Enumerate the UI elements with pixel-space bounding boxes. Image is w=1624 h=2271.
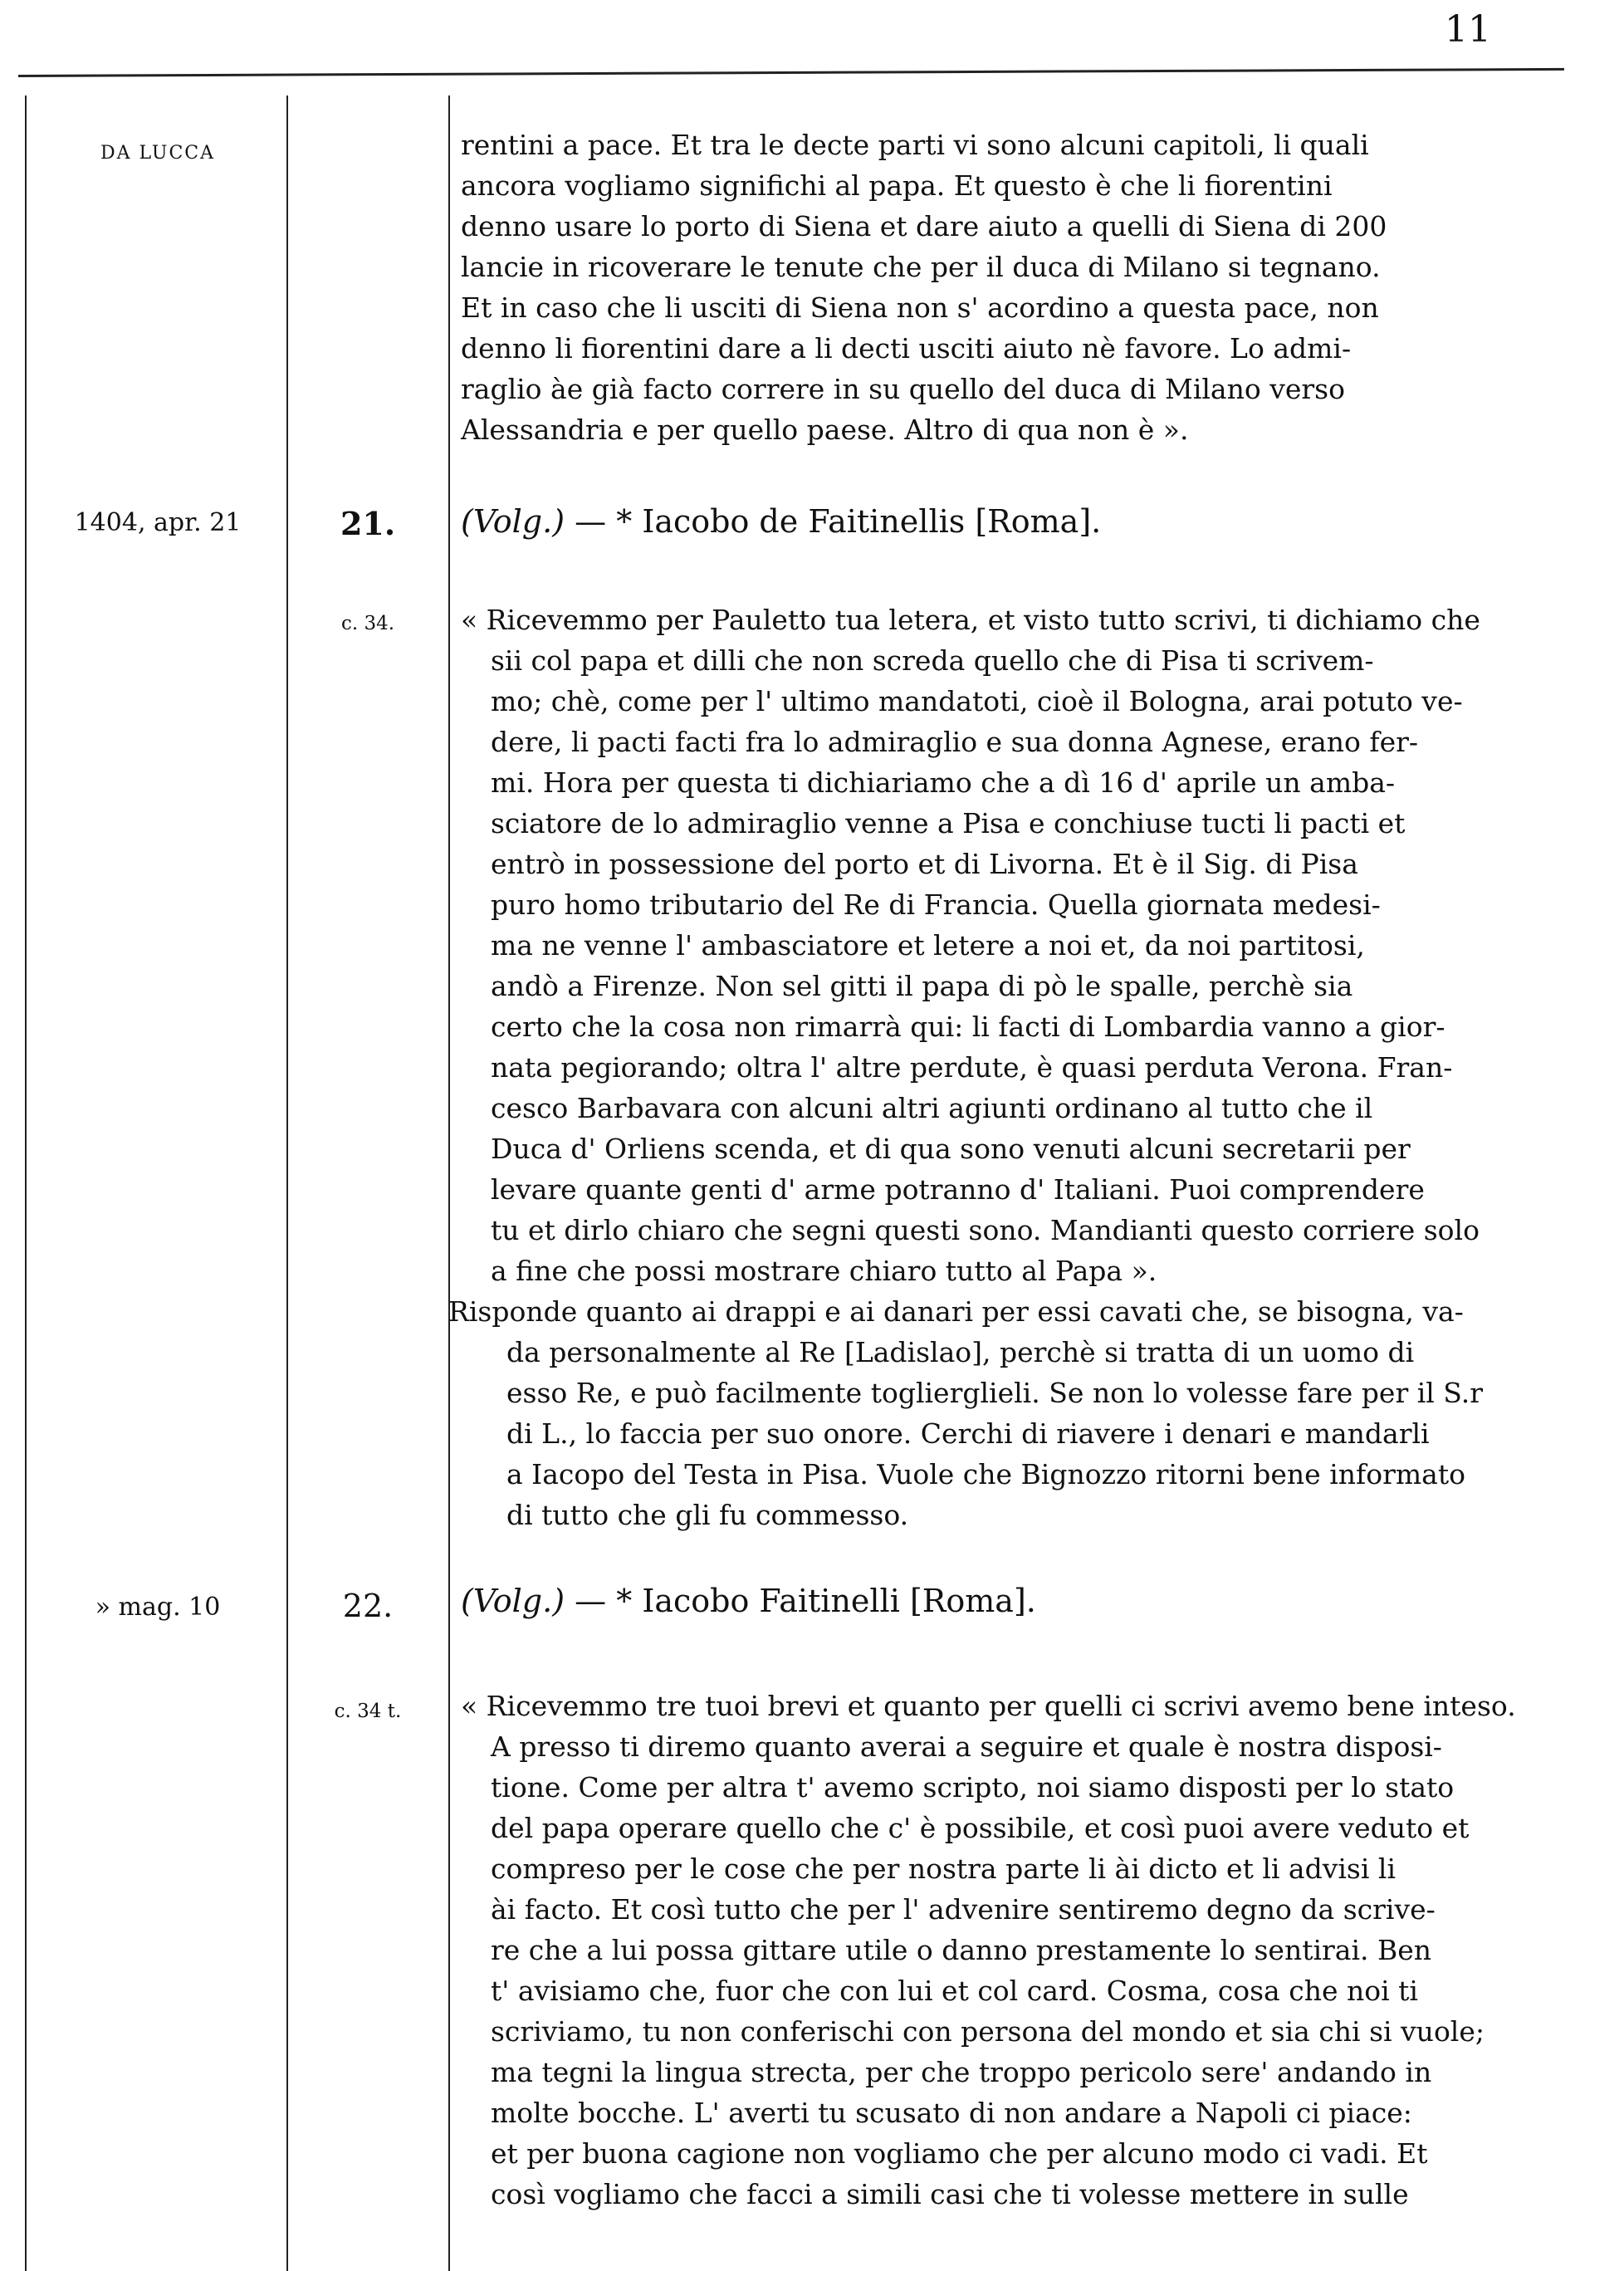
column-divider-middle — [286, 95, 288, 2271]
page-number: 11 — [1445, 8, 1491, 51]
text-line: tu et dirlo chiaro che segni questi sono. Mandianti questo corriere solo — [491, 1214, 1480, 1246]
text-line: a fine che possi mostrare chiaro tutto al Papa ». — [491, 1255, 1157, 1287]
text-line: sciatore de lo admiraglio venne a Pisa e conchiuse tucti li pacti et — [491, 807, 1406, 839]
entry-number: 21. — [340, 505, 396, 542]
summary-paragraph — [448, 1291, 1544, 1535]
text-line: ma tegni la lingua strecta, per che troppo pericolo sere' andando in — [491, 2056, 1432, 2088]
text-line: mi. Hora per questa ti dichiariamo che a dì 16 d' aprile un amba- — [491, 766, 1396, 799]
text-line: a Iacopo del Testa in Pisa. Vuole che Bignozzo ritorni bene informato — [506, 1458, 1465, 1490]
text-line: cesco Barbavara con alcuni altri agiunti ordinano al tutto che il — [491, 1092, 1373, 1124]
text-line: di L., lo faccia per suo onore. Cerchi di riavere i denari e mandarli — [506, 1417, 1430, 1450]
text-line: nata pegiorando; oltra l' altre perdute, è quasi perduta Verona. Fran- — [491, 1051, 1453, 1084]
column-divider-right — [448, 95, 450, 2271]
text-line: entrò in possessione del porto et di Livorna. Et è il Sig. di Pisa — [491, 848, 1358, 880]
text-line: Et in caso che li usciti di Siena non s' acordino a questa pace, non — [461, 291, 1379, 324]
header-rule — [18, 68, 1564, 77]
entry-date: 1404, apr. 21 — [74, 508, 242, 537]
text-line: denno usare lo porto di Siena et dare aiuto a quelli di Siena di 200 — [461, 210, 1387, 242]
text-line: re che a lui possa gittare utile o danno prestamente lo sentirai. Ben — [491, 1934, 1432, 1966]
text-line: t' avisiamo che, fuor che con lui et col card. Cosma, cosa che noi ti — [491, 1975, 1418, 2007]
text-line: compreso per le cose che per nostra parte li ài dicto et li advisi li — [491, 1853, 1396, 1885]
entry-date: » mag. 10 — [95, 1593, 221, 1622]
text-line: andò a Firenze. Non sel gitti il papa di pò le spalle, perchè sia — [491, 970, 1353, 1002]
heading-prefix: (Volg.) — [461, 1583, 565, 1619]
entry-heading — [461, 503, 1101, 540]
text-line: « Ricevemmo tre tuoi brevi et quanto per quelli ci scrivi avemo bene inteso. — [461, 1690, 1516, 1722]
text-line: certo che la cosa non rimarrà qui: li facti di Lombardia vanno a gior- — [491, 1011, 1445, 1043]
text-line: Alessandria e per quello paese. Altro di qua non è ». — [461, 414, 1189, 446]
text-line: rentini a pace. Et tra le decte parti vi sono alcuni capitoli, li quali — [461, 129, 1369, 161]
text-line: Risponde quanto ai drappi e ai danari per essi cavati che, se bisogna, va- — [448, 1295, 1464, 1328]
continuation-paragraph — [461, 125, 1557, 450]
text-line: Duca d' Orliens scenda, et di qua sono venuti alcuni secretarii per — [491, 1133, 1411, 1165]
text-line: lancie in ricoverare le tenute che per il duca di Milano si tegnano. — [461, 251, 1381, 283]
entry-heading — [461, 1583, 1036, 1619]
text-line: raglio àe già facto correre in su quello del duca di Milano verso — [461, 373, 1345, 405]
column-divider-left — [25, 95, 27, 2271]
heading-dash: — — [575, 503, 607, 540]
text-line: esso Re, e può facilmente toglierglieli. Se non lo volesse fare per il S.r — [506, 1377, 1483, 1409]
text-line: di tutto che gli fu commesso. — [506, 1499, 909, 1531]
heading-dash: — — [575, 1583, 607, 1619]
entry-number: 22. — [342, 1588, 394, 1624]
letter-paragraph — [461, 1686, 1557, 2215]
text-line: denno li fiorentini dare a li decti usciti aiuto nè favore. Lo admi- — [461, 332, 1352, 365]
text-line: così vogliamo che facci a simili casi che ti volesse mettere in sulle — [491, 2178, 1409, 2210]
text-line: molte bocche. L' averti tu scusato di non andare a Napoli ci piace: — [491, 2097, 1412, 2129]
text-line: et per buona cagione non vogliamo che per alcuno modo ci vadi. Et — [491, 2137, 1428, 2170]
text-line: dere, li pacti facti fra lo admiraglio e sua donna Agnese, erano fer- — [491, 726, 1419, 758]
text-line: A presso ti diremo quanto averai a seguire et quale è nostra disposi- — [491, 1730, 1442, 1763]
text-line: del papa operare quello che c' è possibile, et così puoi avere veduto et — [491, 1812, 1470, 1844]
text-line: ài facto. Et così tutto che per l' advenire sentiremo degno da scrive- — [491, 1893, 1436, 1926]
text-line: ancora vogliamo significhi al papa. Et questo è che li fiorentini — [461, 169, 1333, 202]
heading-prefix: (Volg.) — [461, 503, 565, 540]
text-line: mo; chè, come per l' ultimo mandatoti, cioè il Bologna, arai potuto ve- — [491, 685, 1463, 717]
letter-paragraph — [461, 600, 1557, 1291]
margin-header: DA LUCCA — [100, 143, 216, 164]
text-line: puro homo tributario del Re di Francia. Quella giornata medesi- — [491, 888, 1381, 921]
text-line: ma ne venne l' ambasciatore et letere a noi et, da noi partitosi, — [491, 929, 1365, 962]
text-line: scriviamo, tu non conferischi con persona del mondo et sia chi si vuole; — [491, 2015, 1485, 2048]
text-line: da personalmente al Re [Ladislao], perchè si tratta di un uomo di — [506, 1336, 1415, 1368]
text-line: sii col papa et dilli che non screda quello che di Pisa ti scrivem- — [491, 644, 1374, 677]
heading-text: * Iacobo Faitinelli [Roma]. — [616, 1583, 1036, 1619]
entry-carta: c. 34. — [340, 613, 395, 634]
text-line: « Ricevemmo per Pauletto tua letera, et visto tutto scrivi, ti dichiamo che — [461, 604, 1480, 636]
entry-carta: c. 34 t. — [334, 1701, 402, 1722]
text-line: levare quante genti d' arme potranno d' Italiani. Puoi comprendere — [491, 1173, 1425, 1206]
heading-text: * Iacobo de Faitinellis [Roma]. — [616, 503, 1102, 540]
text-line: tione. Come per altra t' avemo scripto, noi siamo disposti per lo stato — [491, 1771, 1455, 1804]
